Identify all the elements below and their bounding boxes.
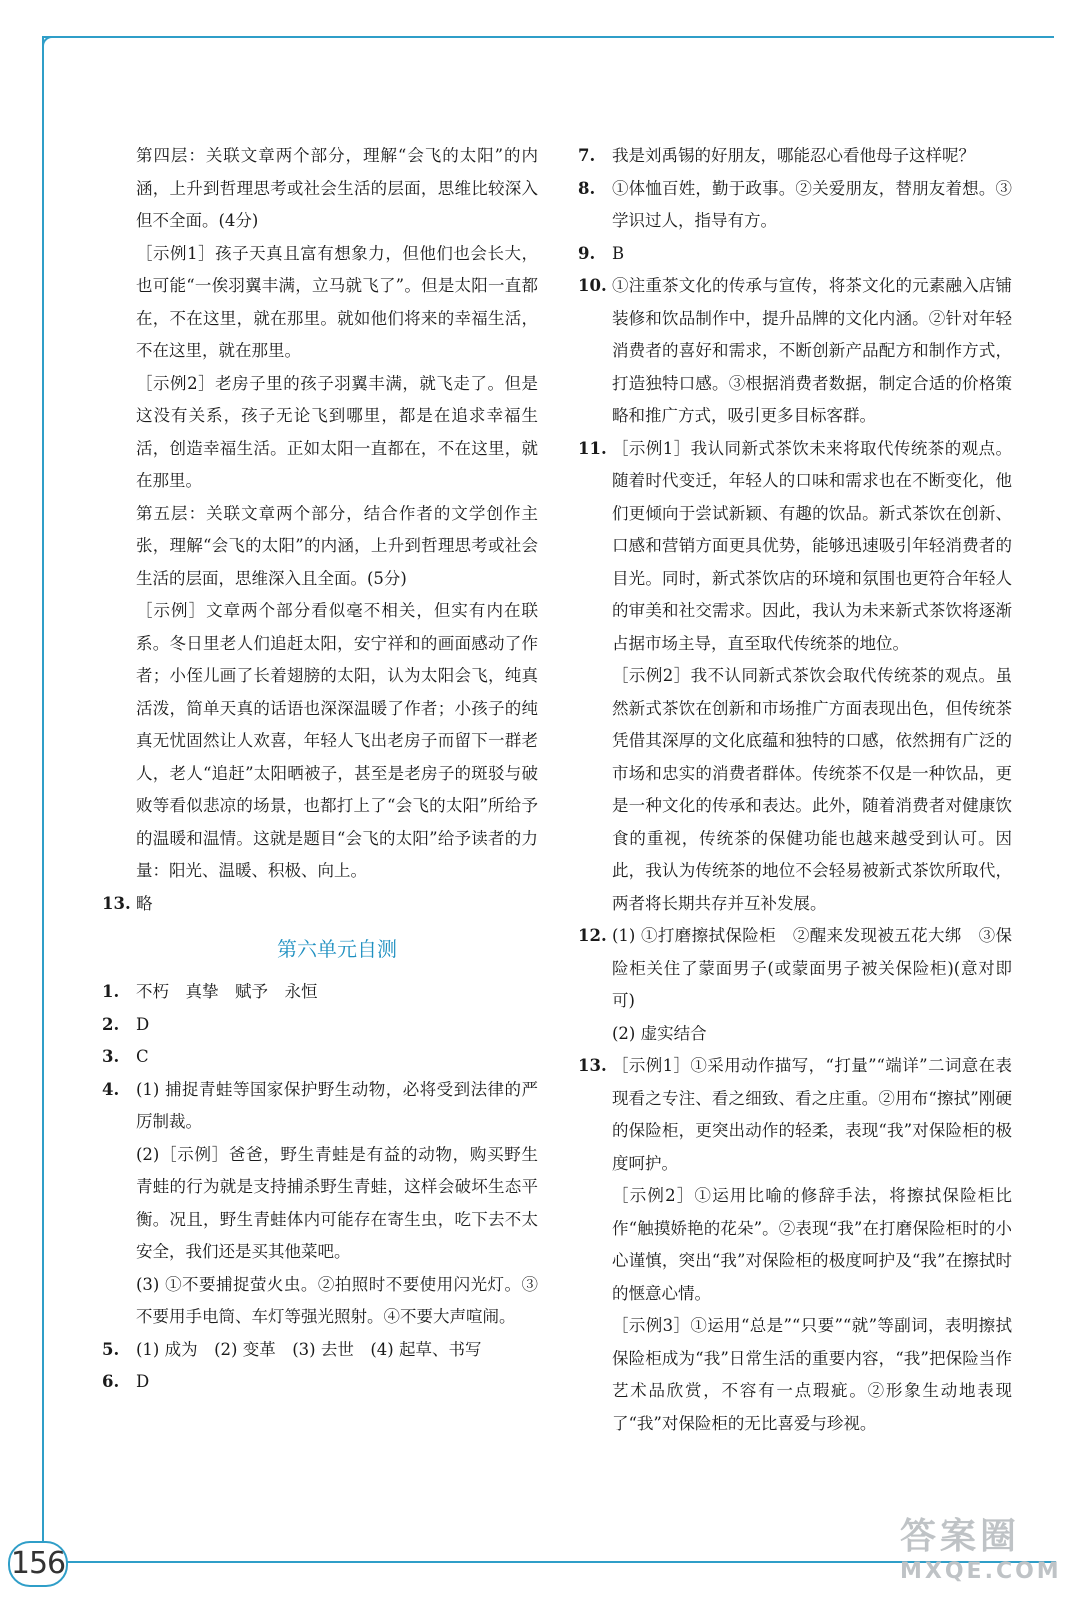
- answer-number: 5.: [102, 1339, 120, 1359]
- answer-number: 8.: [578, 178, 596, 198]
- answer-text: 不朽 真挚 赋予 永恒: [136, 982, 318, 1001]
- page-frame-corner: [42, 36, 62, 56]
- watermark-logo-text: 答案圈: [900, 1516, 1021, 1557]
- answer-item: [102, 1334, 538, 1367]
- answer-number: 11.: [578, 438, 607, 458]
- answer-text: D: [136, 1372, 150, 1391]
- answer-item: [102, 976, 538, 1009]
- answer-number: 9.: [578, 243, 596, 263]
- answer-example: ［示例2］①运用比喻的修辞手法，将擦拭保险柜比作“触摸娇艳的花朵”。②表现“我”在打磨保险柜时的小心谨慎，突出“我”对保险柜的极度呵护及“我”在擦拭时的惬意心情。: [612, 1186, 1012, 1303]
- answer-item-12: [578, 920, 1012, 1018]
- answer-number: 12.: [578, 926, 607, 945]
- answer-paragraph: 第四层：关联文章两个部分，理解“会飞的太阳”的内涵，上升到哲理思考或社会生活的层面，思维比较深入但不全面。(4分): [136, 146, 538, 230]
- watermark: [900, 1515, 1085, 1595]
- section-title: 第六单元自测: [277, 937, 397, 961]
- answer-item: [578, 433, 1012, 661]
- page-frame-top-rule: [42, 36, 1054, 38]
- answer-text: ①体恤百姓，勤于政事。②关爱朋友，替朋友着想。③学识过人，指导有方。: [612, 178, 1012, 230]
- answer-text: D: [136, 1014, 150, 1034]
- answer-text: ［示例1］我认同新式茶饮未来将取代传统茶的观点。随着时代变迁，年轻人的口味和需求也在不断变化，他们更倾向于尝试新颖、有趣的饮品。新式茶饮在创新、口感和营销方面更具优势，能够迅速吸引年轻消费者的目光。同时，新式茶饮店的环境和氛围也更符合年轻人的审美和社交需求。因此，我认为未来新式茶饮将逐渐占据市场主导，直至取代传统茶的地位。: [612, 438, 1012, 653]
- answer-number: 3.: [102, 1047, 120, 1066]
- watermark-url: MXQE.COM: [900, 1559, 1062, 1584]
- answer-number: 7.: [578, 146, 596, 165]
- answer-example: ［示例2］我不认同新式茶饮会取代传统茶的观点。虽然新式茶饮在创新和市场推广方面表现出色，但传统茶凭借其深厚的文化底蕴和独特的口感，依然拥有广泛的市场和忠实的消费者群体。传统茶不仅是一种饮品，更是一种文化的传承和表达。此外，随着消费者对健康饮食的重视，传统茶的保健功能也越来越受到认可。因此，我认为传统茶的地位不会轻易被新式茶饮所取代，两者将长期共存并互补发展。: [612, 666, 1012, 913]
- answer-item: [102, 1074, 538, 1139]
- answer-number: 4.: [102, 1079, 120, 1099]
- answer-example: ［示例3］①运用“总是”“只要”“就”等副词，表明擦拭保险柜成为“我”日常生活的重要内容，“我”把保险当作艺术品欣赏，不容有一点瑕疵。②形象生动地表现了“我”对保险柜的无比喜爱与珍视。: [612, 1316, 1012, 1433]
- answer-item: [578, 173, 1012, 238]
- answer-paragraph: ［示例2］老房子里的孩子羽翼丰满，就飞走了。但是这没有关系，孩子无论飞到哪里，都是在追求幸福生活，创造幸福生活。正如太阳一直都在，不在这里，就在那里。: [136, 373, 538, 490]
- right-column: [578, 140, 1012, 1440]
- answer-number: 6.: [102, 1372, 120, 1391]
- answer-item-13: [578, 1050, 1012, 1180]
- answer-item: [578, 238, 1012, 271]
- answer-subpart: (2)［示例］爸爸，野生青蛙是有益的动物，购买野生青蛙的行为就是支持捕杀野生青蛙，这样会破坏生态平衡。况且，野生青蛙体内可能存在寄生虫，吃下去不太安全，我们还是买其他菜吧。: [136, 1144, 538, 1261]
- answer-number: 13.: [102, 893, 131, 913]
- answer-paragraph: ［示例］文章两个部分看似毫不相关，但实有内在联系。冬日里老人们追赶太阳，安宁祥和的画面感动了作者；小侄儿画了长着翅膀的太阳，认为太阳会飞，纯真活泼，简单天真的话语也深深温暖了作者；小孩子的纯真无忧固然让人欢喜，年轻人飞出老房子而留下一群老人，老人“追赶”太阳晒被子，甚至是老房子的斑驳与破败等看似悲凉的场景，也都打上了“会飞的太阳”所给予的温暖和温情。这就是题目“会飞的太阳”给予读者的力量：阳光、温暖、积极、向上。: [136, 601, 538, 880]
- answer-item: [578, 140, 1012, 173]
- answer-number: 13.: [578, 1056, 607, 1075]
- answer-text: (1) ①打磨擦拭保险柜 ②醒来发现被五花大绑 ③保险柜关住了蒙面男子(或蒙面男子被关保险柜)(意对即可): [612, 926, 1012, 1010]
- page-number: 156: [8, 1541, 68, 1587]
- answer-text: (1) 捕捉青蛙等国家保护野生动物，必将受到法律的严厉制裁。: [136, 1079, 538, 1131]
- answer-number: 1.: [102, 982, 120, 1001]
- answer-subpart: (2) 虚实结合: [612, 1023, 707, 1043]
- answer-text: 我是刘禹锡的好朋友，哪能忍心看他母子这样呢？: [612, 146, 975, 165]
- answer-item: [102, 1009, 538, 1042]
- answer-subpart: (3) ①不要捕捉萤火虫。②拍照时不要使用闪光灯。③不要用手电筒、车灯等强光照射。④不要大声喧闹。: [136, 1274, 538, 1326]
- answer-item-13: [102, 888, 538, 921]
- answer-text: ①注重茶文化的传承与宣传，将茶文化的元素融入店铺装修和饮品制作中，提升品牌的文化内涵。②针对年轻消费者的喜好和需求，不断创新产品配方和制作方式，打造独特口感。③根据消费者数据，制定合适的价格策略和推广方式，吸引更多目标客群。: [612, 276, 1012, 425]
- answer-text: 略: [136, 893, 153, 913]
- left-column: [102, 140, 538, 1399]
- answer-paragraph: 第五层：关联文章两个部分，结合作者的文学创作主张，理解“会飞的太阳”的内涵，上升到哲理思考或社会生活的层面，思维深入且全面。(5分): [136, 503, 538, 588]
- answer-item: [102, 1041, 538, 1074]
- answer-text: B: [612, 243, 625, 263]
- answer-number: 2.: [102, 1014, 120, 1034]
- answer-text: C: [136, 1047, 149, 1066]
- answer-item: [102, 1366, 538, 1399]
- answer-item: [578, 270, 1012, 433]
- answer-text: (1) 成为 (2) 变革 (3) 去世 (4) 起草、书写: [136, 1339, 482, 1359]
- page-frame-left-rule: [42, 36, 44, 1541]
- answer-paragraph: ［示例1］孩子天真且富有想象力，但他们也会长大，也可能“一俟羽翼丰满，立马就飞了”。但是太阳一直都在，不在这里，就在那里。就如他们将来的幸福生活，不在这里，就在那里。: [136, 243, 538, 360]
- answer-text: ［示例1］①采用动作描写，“打量”“端详”二词意在表现看之专注、看之细致、看之庄重。②用布“擦拭”刚硬的保险柜，更突出动作的轻柔，表现“我”对保险柜的极度呵护。: [612, 1056, 1012, 1173]
- answer-number: 10.: [578, 276, 607, 295]
